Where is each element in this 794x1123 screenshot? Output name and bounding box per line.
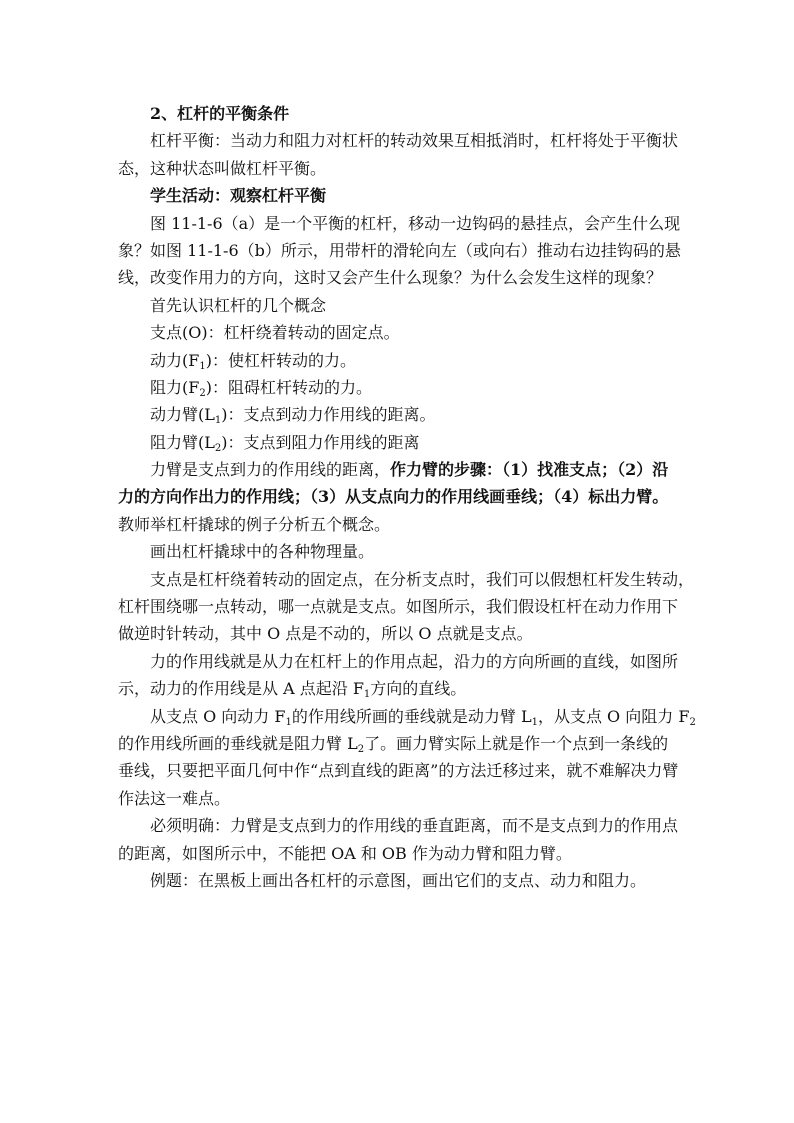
text: 的作用线所画的垂线就是动力臂 L bbox=[291, 706, 532, 726]
paragraph-line: 杠杆平衡：当动力和阻力对杠杆的转动效果互相抵消时，杠杆将处于平衡状 bbox=[150, 131, 679, 151]
concept-text: )：支点到动力作用线的距离。 bbox=[221, 405, 436, 425]
paragraph-line bbox=[118, 456, 688, 483]
subscript: 1 bbox=[214, 415, 222, 427]
paragraph-line: 例题：在黑板上画出各杠杆的示意图，画出它们的支点、动力和阻力。 bbox=[150, 870, 647, 890]
subscript: 1 bbox=[531, 716, 538, 728]
text: 了。画力臂实际上就是作一个点到一条线的 bbox=[364, 733, 669, 753]
paragraph-line: 象？如图 11-1-6（b）所示，用带杆的滑轮向左（或向右）推动右边挂钩码的悬 bbox=[118, 240, 681, 260]
document-body bbox=[118, 100, 696, 894]
subscript: 2 bbox=[689, 716, 696, 728]
section-heading: 2、杠杆的平衡条件 bbox=[150, 104, 290, 123]
subscript: 1 bbox=[285, 716, 292, 728]
text: 从支点 O 向动力 F bbox=[150, 706, 286, 726]
concept-effort bbox=[118, 347, 688, 374]
concept-text: )：支点到阻力作用线的距离 bbox=[221, 432, 420, 452]
text: 示，动力的作用线是从 A 点起沿 F bbox=[118, 679, 364, 699]
concepts-intro: 首先认识杠杆的几个概念 bbox=[150, 295, 327, 315]
subscript: 2 bbox=[357, 743, 365, 755]
normal-text: 力臂是支点到力的作用线的距离， bbox=[150, 460, 391, 480]
concept-fulcrum: 支点(O)：杠杆绕着转动的固定点。 bbox=[150, 323, 400, 343]
concept-text: 动力臂(L bbox=[150, 405, 215, 425]
paragraph-line: 做逆时针转动，其中 O 点是不动的，所以 O 点就是支点。 bbox=[118, 624, 533, 644]
paragraph-line: 作法这一难点。 bbox=[118, 788, 231, 808]
subscript: 2 bbox=[214, 442, 222, 454]
paragraph-line: 图 11-1-6（a）是一个平衡的杠杆，移动一边钩码的悬挂点，会产生什么现 bbox=[150, 213, 681, 233]
bold-text: 作力臂的步骤：（1）找准支点；（2）沿 bbox=[390, 460, 669, 480]
paragraph-line: 教师举杠杆撬球的例子分析五个概念。 bbox=[118, 514, 391, 534]
concept-resistance-arm bbox=[118, 429, 688, 456]
paragraph-line: 必须明确：力臂是支点到力的作用线的垂直距离，而不是支点到力的作用点 bbox=[150, 816, 679, 836]
concept-text: )：使杠杆转动的力。 bbox=[205, 350, 356, 370]
paragraph-line bbox=[118, 730, 688, 757]
paragraph-line: 支点是杠杆绕着转动的固定点，在分析支点时，我们可以假想杠杆发生转动， bbox=[150, 569, 695, 589]
subscript: 1 bbox=[363, 689, 371, 701]
concept-text: 动力(F bbox=[150, 350, 200, 370]
subscript: 1 bbox=[199, 360, 206, 372]
paragraph-line: 垂线，只要把平面几何中作“点到直线的距离”的方法迁移过来，就不难解决力臂 bbox=[118, 761, 679, 781]
paragraph-line: 杠杆围绕哪一点转动，哪一点就是支点。如图所示，我们假设杠杆在动力作用下 bbox=[118, 597, 679, 617]
paragraph-line bbox=[118, 675, 688, 702]
text: ，从支点 O 向阻力 F bbox=[537, 706, 690, 726]
paragraph-line: 态，这种状态叫做杠杆平衡。 bbox=[118, 158, 327, 178]
concept-resistance bbox=[118, 374, 688, 401]
text: 方向的直线。 bbox=[370, 679, 467, 699]
concept-text: 阻力(F bbox=[150, 377, 200, 397]
paragraph-line: 的距离，如图所示中，不能把 OA 和 OB 作为动力臂和阻力臂。 bbox=[118, 843, 572, 863]
paragraph-line: 力的作用线就是从力在杠杆上的作用点起，沿力的方向所画的直线，如图所 bbox=[150, 651, 679, 671]
concept-text: )：阻碍杠杆转动的力。 bbox=[205, 377, 372, 397]
concept-text: 阻力臂(L bbox=[150, 432, 215, 452]
paragraph-line: 线，改变作用力的方向，这时又会产生什么现象？为什么会发生这样的现象？ bbox=[118, 268, 663, 288]
paragraph-line: 画出杠杆撬球中的各种物理量。 bbox=[150, 542, 375, 562]
paragraph-line: 力的方向作出力的作用线；（3）从支点向力的作用线画垂线；（4）标出力臂。 bbox=[118, 487, 669, 507]
subscript: 2 bbox=[199, 387, 206, 399]
activity-title: 学生活动：观察杠杆平衡 bbox=[150, 186, 327, 206]
concept-effort-arm bbox=[118, 401, 688, 428]
paragraph-line bbox=[118, 703, 696, 730]
text: 的作用线所画的垂线就是阻力臂 L bbox=[118, 733, 358, 753]
